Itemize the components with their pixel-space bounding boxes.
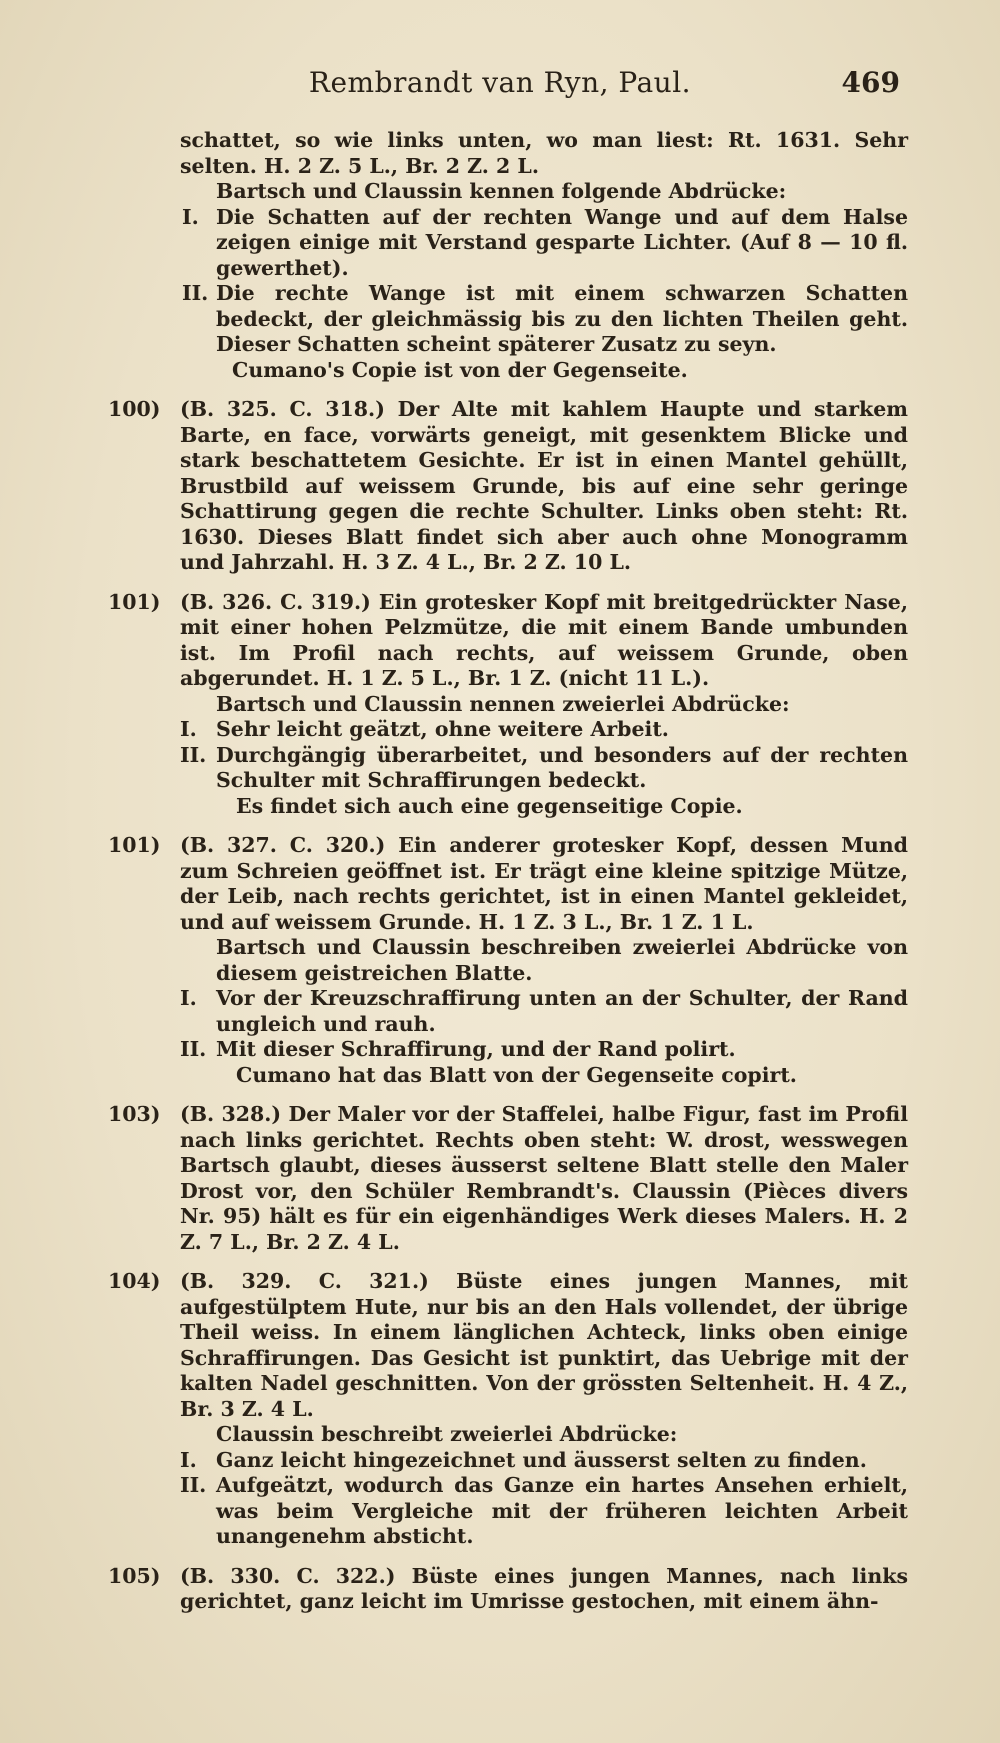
copy-note: Cumano's Copie ist von der Gegenseite.: [232, 357, 688, 382]
state-text: Mit dieser Schraffirung, und der Rand polirt.: [216, 1037, 736, 1061]
entry-text: (B. 327. C. 320.) Ein anderer grotesker Kopf, dessen Mund zum Schreien geöffnet ist. Er trägt eine kleine spitzige Mütze, der Leib, nach rechts gerichtet, ist in einen Mantel gekleidet, und auf weissem Grunde. H. 1 Z. 3 L., Br. 1 Z. 1 L.: [180, 833, 908, 934]
state-text: Aufgeätzt, wodurch das Ganze ein hartes Ansehen erhielt, was beim Vergleiche mit der früheren leichten Arbeit unangenehm absticht.: [216, 1473, 908, 1548]
entry-number: 100): [108, 397, 161, 421]
state-number: II.: [180, 1037, 207, 1061]
entry-text: (B. 328.) Der Maler vor der Staffelei, halbe Figur, fast im Profil nach links gerichtet. Rechts oben steht: W. drost, wesswegen Bartsch glaubt, dieses äusserst seltene Blatt stelle den Maler Drost vor, den Schüler Rembrandt's. Claussin (Pièces divers Nr. 95) hält es für ein eigenhändiges Werk dieses Malers. H. 2 Z. 7 L., Br. 2 Z. 4 L.: [180, 1102, 908, 1254]
state-number: I.: [180, 1447, 197, 1472]
catalog-entry: [108, 1269, 908, 1550]
state-text: Vor der Kreuzschraffirung unten an der Schulter, der Rand ungleich und rauh.: [216, 986, 908, 1036]
entry-text: (B. 329. C. 321.) Büste eines jungen Mannes, mit aufgestülptem Hute, nur bis an den Hals vollendet, der übrige Theil weiss. In einem länglichen Achteck, links oben einige Schraffirungen. Das Gesicht ist punktirt, das Uebrige mit der kalten Nadel geschnitten. Von der grössten Seltenheit. H. 4 Z., Br. 3 Z. 4 L.: [180, 1269, 908, 1421]
state-number: II.: [180, 742, 207, 767]
copy-note: Es findet sich auch eine gegenseitige Copie.: [236, 793, 743, 818]
state-number: I.: [180, 986, 197, 1010]
catalog-entry: [108, 833, 908, 1088]
state-number: I.: [182, 204, 199, 229]
state-text: Sehr leicht geätzt, ohne weitere Arbeit.: [216, 717, 669, 741]
entry-text: (B. 330. C. 322.) Büste eines jungen Mannes, nach links gerichtet, ganz leicht im Umrisse gestochen, mit einem ähn-: [180, 1563, 908, 1613]
entry-number: 101): [108, 589, 161, 614]
entry-number: 104): [108, 1269, 161, 1293]
page-header: [0, 66, 1000, 110]
entry-number: 103): [108, 1102, 161, 1126]
state-number: II.: [182, 281, 209, 305]
intro-text: schattet, so wie links unten, wo man liest: Rt. 1631. Sehr selten. H. 2 Z. 5 L., Br. 2 Z. 2 L.: [180, 128, 908, 178]
state-text: Durchgängig überarbeitet, und besonders auf der rechten Schulter mit Schraffirungen bedeckt.: [216, 742, 908, 792]
catalog-entry: [108, 397, 908, 576]
state-item: [108, 281, 908, 358]
entry-text: (B. 326. C. 319.) Ein grotesker Kopf mit breitgedrückter Nase, mit einer hohen Pelzmütze, die mit einem Bande umbunden ist. Im Profil nach rechts, auf weissem Grunde, oben abgerundet. H. 1 Z. 5 L., Br. 1 Z. (nicht 11 L.).: [180, 589, 908, 690]
states-intro: Claussin beschreibt zweierlei Abdrücke:: [216, 1422, 678, 1446]
entry-number: 105): [108, 1563, 161, 1588]
state-item: [180, 743, 908, 794]
state-number: II.: [180, 1473, 207, 1497]
entry-text: (B. 325. C. 318.) Der Alte mit kahlem Haupte und starkem Barte, en face, vorwärts geneigt, mit gesenktem Blicke und stark beschattetem Gesichte. Er ist in einen Mantel gehüllt, Brustbild auf weissem Grunde, bis auf eine sehr geringe Schattirung gegen die rechte Schulter. Links oben steht: Rt. 1630. Dieses Blatt findet sich aber auch ohne Monogramm und Jahrzahl. H. 3 Z. 4 L., Br. 2 Z. 10 L.: [180, 397, 908, 574]
catalog-entry: [108, 590, 908, 820]
state-item: [180, 1037, 908, 1063]
running-head: Rembrandt van Ryn, Paul.: [308, 66, 692, 99]
state-text: Ganz leicht hingezeichnet und äusserst selten zu finden.: [216, 1447, 867, 1472]
intro-block: [108, 128, 908, 383]
state-item: [180, 717, 908, 743]
state-number: I.: [180, 717, 197, 741]
entry-number: 101): [108, 833, 161, 857]
state-text: Die rechte Wange ist mit einem schwarzen Schatten bedeckt, der gleichmässig bis zu den lichten Theilen geht. Dieser Schatten scheint späterer Zusatz zu seyn.: [216, 281, 908, 356]
states-intro: Bartsch und Claussin beschreiben zweierlei Abdrücke von diesem geistreichen Blatte.: [216, 935, 908, 985]
states-intro: Bartsch und Claussin nennen zweierlei Abdrücke:: [216, 691, 790, 716]
catalog-entry: [108, 1564, 908, 1615]
state-item: [180, 1448, 908, 1474]
state-item: [180, 986, 908, 1037]
state-item: [180, 1473, 908, 1550]
page-number: 469: [841, 66, 900, 99]
states-intro: Bartsch und Claussin kennen folgende Abdrücke:: [216, 179, 787, 203]
copy-note: Cumano hat das Blatt von der Gegenseite copirt.: [236, 1062, 797, 1087]
state-item: [108, 205, 908, 282]
catalog-entry: [108, 1102, 908, 1255]
page-body: [108, 128, 908, 1615]
state-text: Die Schatten auf der rechten Wange und auf dem Halse zeigen einige mit Verstand gesparte Lichter. (Auf 8 — 10 fl. gewerthet).: [216, 204, 908, 280]
